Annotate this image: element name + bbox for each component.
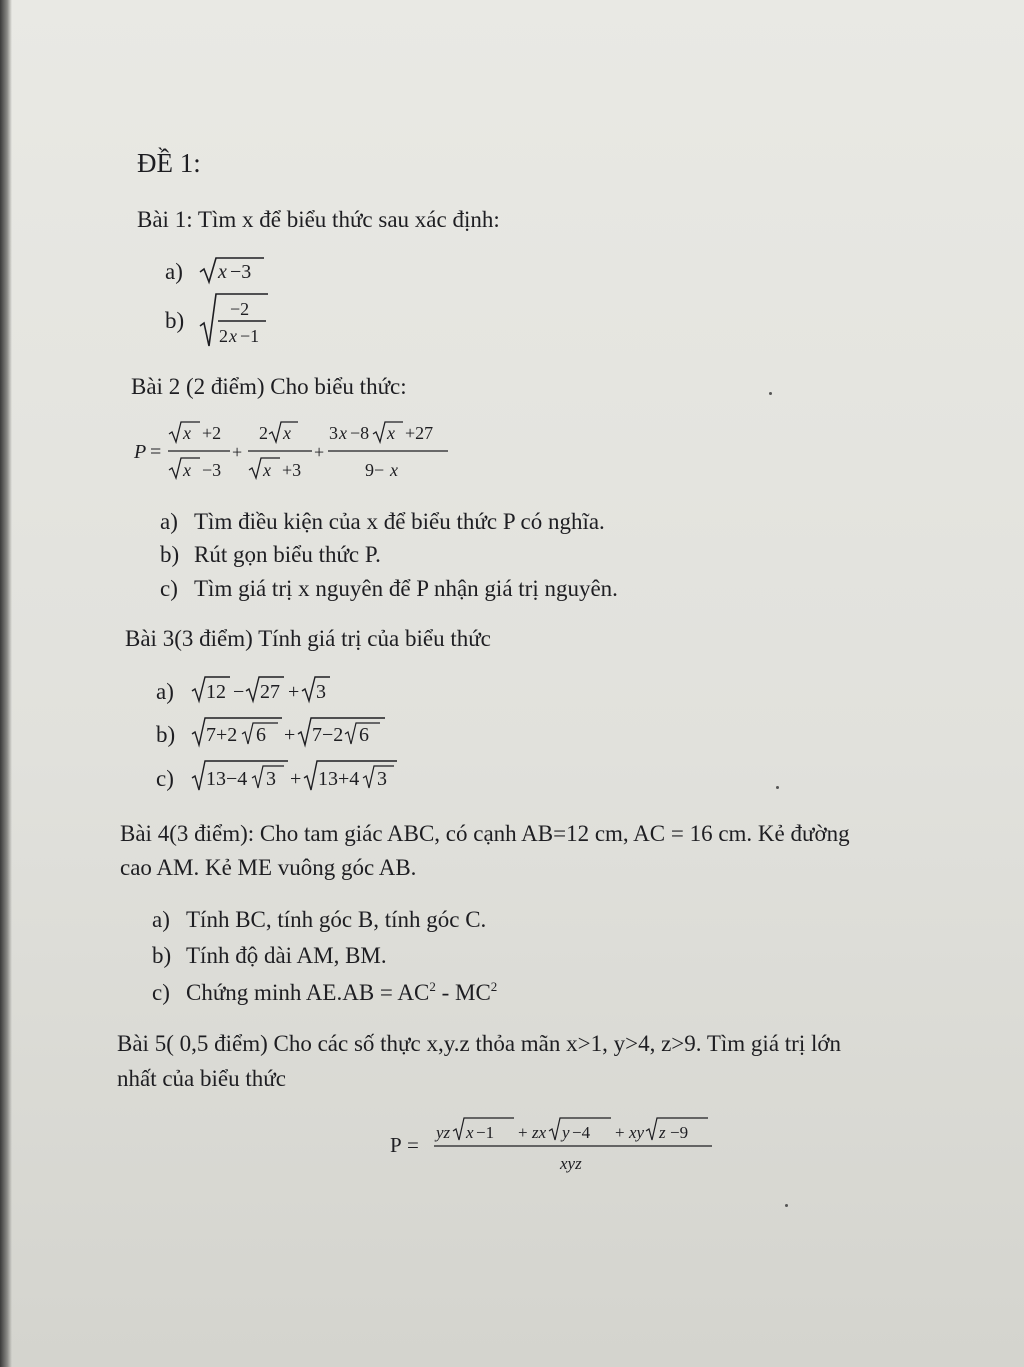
svg-text:+: + <box>518 1123 528 1142</box>
svg-text:x: x <box>183 460 191 480</box>
bai2-item-b <box>160 542 381 568</box>
bai1-item-a-expression <box>198 254 268 291</box>
svg-text:xy: xy <box>629 1123 645 1142</box>
svg-text:9−: 9− <box>365 460 385 480</box>
svg-text:7+2: 7+2 <box>206 724 238 746</box>
svg-text:+: + <box>615 1123 625 1142</box>
bai1-item-b-expression <box>198 290 278 355</box>
svg-text:−9: −9 <box>670 1123 689 1142</box>
bai2-item-a <box>160 509 605 535</box>
bai2-item-c-text: Tìm giá trị x nguyên để P nhận giá trị nguyên. <box>194 576 618 601</box>
svg-text:y: y <box>562 1123 570 1142</box>
bai4-item-c-text-pre: Chứng minh AE.AB = AC <box>186 980 430 1005</box>
bai3-item-c-expression <box>190 757 410 800</box>
bai4-item-c-sup1: 2 <box>429 979 436 994</box>
svg-text:x: x <box>390 460 398 480</box>
svg-text:−8: −8 <box>350 423 370 443</box>
svg-text:27: 27 <box>260 681 280 703</box>
svg-text:−3: −3 <box>202 460 222 480</box>
bai2-item-c <box>160 576 618 602</box>
bai3-item-b-expression <box>190 714 400 755</box>
bai2-item-b-label: b) <box>160 542 180 567</box>
svg-text:yz: yz <box>436 1123 451 1142</box>
bai2-item-c-label: c) <box>160 576 178 601</box>
svg-text:7−2: 7−2 <box>312 724 344 746</box>
svg-text:12: 12 <box>206 681 226 703</box>
bai2-formula <box>132 420 462 495</box>
bai2-item-a-text: Tìm điều kiện của x để biểu thức P có nghĩa. <box>194 509 605 534</box>
bai4-item-c-text-mid: - MC <box>435 980 491 1005</box>
svg-text:x: x <box>263 460 271 480</box>
exam-heading: ĐỀ 1: <box>137 148 201 178</box>
svg-text:−2: −2 <box>230 299 250 319</box>
bai3-item-c-label: c) <box>156 766 174 791</box>
svg-text:13−4: 13−4 <box>206 768 248 790</box>
svg-text:−1: −1 <box>476 1123 495 1142</box>
bai4-item-b-text: Tính độ dài AM, BM. <box>186 943 387 968</box>
svg-text:3: 3 <box>316 681 326 703</box>
svg-text:zx: zx <box>532 1123 547 1142</box>
bai2-title: Bài 2 (2 điểm) Cho biểu thức: <box>131 374 407 399</box>
svg-text:+: + <box>232 442 243 462</box>
bai3-title: Bài 3(3 điểm) Tính giá trị của biểu thức <box>125 626 491 651</box>
svg-text:x: x <box>339 423 347 443</box>
svg-text:−4: −4 <box>572 1123 591 1142</box>
speck <box>785 1204 788 1207</box>
bai3-item-a-expression <box>190 673 350 712</box>
bai4-title-line1: Bài 4(3 điểm): Cho tam giác ABC, có cạnh AB=12 cm, AC = 16 cm. Kẻ đường <box>120 821 850 846</box>
svg-text:−: − <box>233 681 245 703</box>
bai5-formula <box>390 1112 720 1187</box>
bai4-item-a-text: Tính BC, tính góc B, tính góc C. <box>186 907 487 932</box>
bai5-title-line1: Bài 5( 0,5 điểm) Cho các số thực x,y.z thỏa mãn x>1, y>4, z>9. Tìm giá trị lớn <box>117 1031 842 1056</box>
svg-text:6: 6 <box>256 724 266 746</box>
svg-text:2: 2 <box>259 423 268 443</box>
svg-text:x: x <box>466 1123 474 1142</box>
bai1-item-a-label: a) <box>165 259 183 284</box>
bai2-item-a-label: a) <box>160 509 178 534</box>
svg-text:2: 2 <box>219 326 228 346</box>
bai4-item-c-label: c) <box>152 980 170 1005</box>
svg-text:x: x <box>387 423 395 443</box>
bai4-item-a <box>152 907 486 933</box>
svg-text:x: x <box>183 423 191 443</box>
svg-text:+27: +27 <box>405 423 434 443</box>
bai5-title-line2: nhất của biểu thức <box>117 1066 286 1091</box>
svg-text:+: + <box>288 681 300 703</box>
bai4-item-b-label: b) <box>152 943 172 968</box>
svg-text:x: x <box>283 423 291 443</box>
svg-text:3: 3 <box>266 768 276 790</box>
svg-text:3: 3 <box>329 423 338 443</box>
svg-text:+3: +3 <box>282 460 302 480</box>
svg-text:3: 3 <box>377 768 387 790</box>
svg-text:z: z <box>659 1123 666 1142</box>
page-shadow-edge <box>0 0 12 1367</box>
svg-text:+: + <box>284 724 296 746</box>
bai3-item-a-label: a) <box>156 679 174 704</box>
bai3-item-b-label: b) <box>156 722 176 747</box>
bai4-item-c-sup2: 2 <box>490 979 498 994</box>
svg-text:=: = <box>407 1133 419 1157</box>
svg-text:P: P <box>390 1133 402 1157</box>
bai4-title-line2: cao AM. Kẻ ME vuông góc AB. <box>120 855 417 880</box>
speck <box>776 786 779 789</box>
svg-text:+: + <box>290 768 302 790</box>
svg-text:13+4: 13+4 <box>318 768 360 790</box>
bai2-item-b-text: Rút gọn biểu thức P. <box>194 542 381 567</box>
svg-text:−3: −3 <box>230 261 252 283</box>
svg-text:+2: +2 <box>202 423 222 443</box>
bai1-title: Bài 1: Tìm x để biểu thức sau xác định: <box>137 207 500 232</box>
bai4-item-c <box>152 979 497 1006</box>
svg-text:+: + <box>314 442 325 462</box>
speck <box>769 392 772 395</box>
bai1-item-b-label: b) <box>165 308 185 333</box>
svg-text:xyz: xyz <box>560 1154 582 1173</box>
svg-text:P: P <box>134 441 147 463</box>
svg-text:x: x <box>229 326 237 346</box>
svg-text:=: = <box>150 441 162 463</box>
svg-text:x: x <box>218 261 227 283</box>
bai4-item-a-label: a) <box>152 907 170 932</box>
svg-text:−1: −1 <box>240 326 260 346</box>
svg-text:6: 6 <box>359 724 369 746</box>
bai4-item-b <box>152 943 387 969</box>
